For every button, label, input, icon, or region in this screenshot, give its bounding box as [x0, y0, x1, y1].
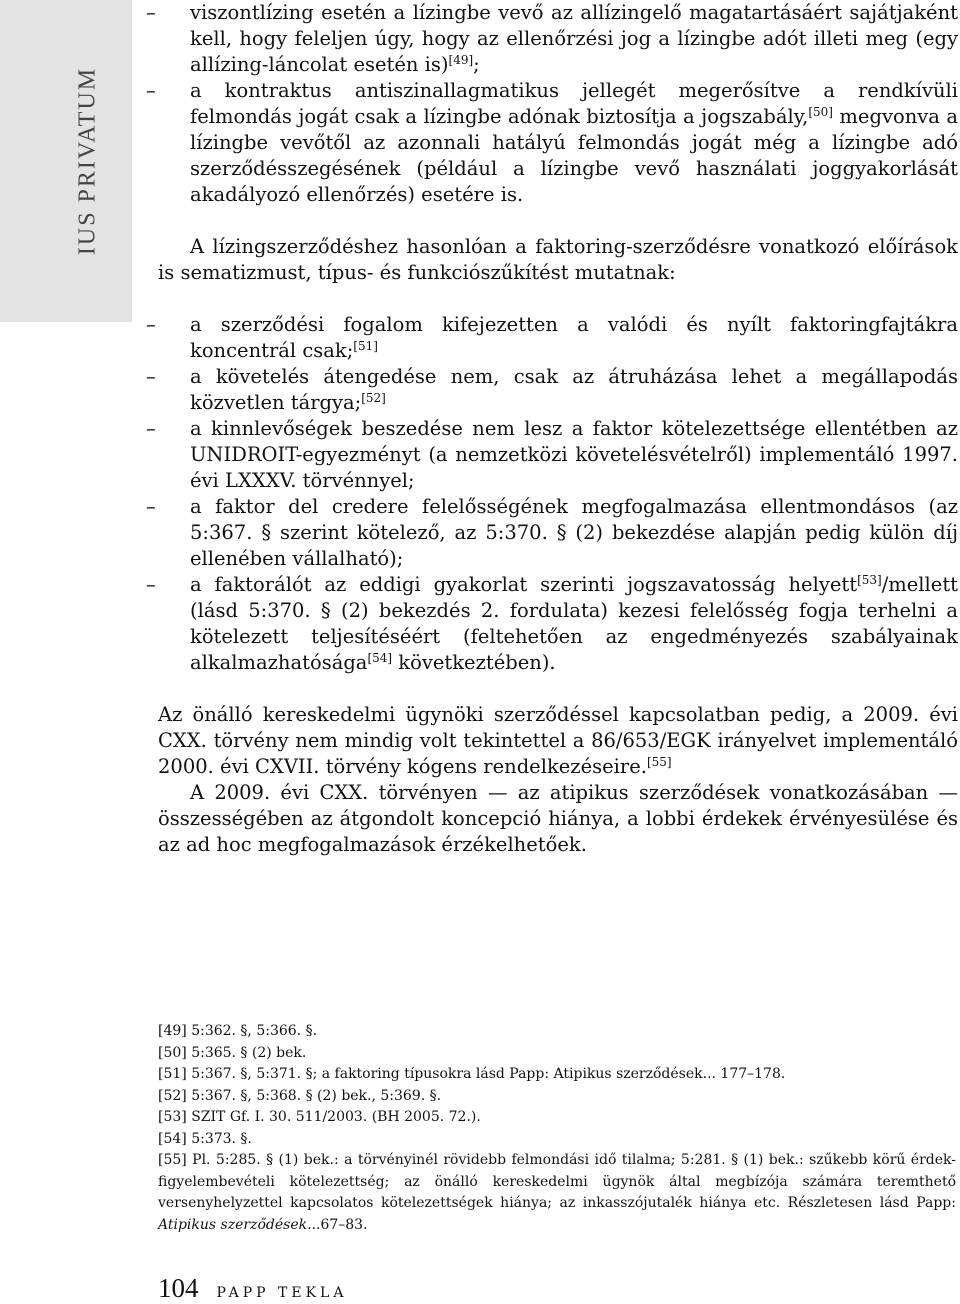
footnote-ref[interactable]: [55]: [646, 755, 672, 769]
footnote: [158, 1150, 956, 1236]
list-dash: –: [146, 79, 156, 102]
footnotes: [158, 1021, 956, 1236]
list-item-text: a faktor del credere felelősségének megfogalmazása ellentmondásos (az 5:367. § szerint kötelező, az 5:370. § (2) bekezdése alapján pedig külön díj ellenében vállalható);: [190, 495, 958, 570]
list-item-tail: megvonva a lízingbe vevőtől az azonnali hatályú felmondás jogát még a lízingbe adó szerződésszegésének (például a lízingbe vevő használati joggyakorlását akadályozó ellenőrzés) esetére is.: [190, 105, 958, 206]
list-item: [146, 494, 958, 572]
footnote: [54] 5:373. §.: [158, 1130, 252, 1147]
list-dash: –: [146, 1, 156, 24]
footnote: [49] 5:362. §, 5:366. §.: [158, 1023, 318, 1039]
page-footer: [158, 1273, 347, 1304]
journal-side-tab: [0, 0, 132, 322]
paragraph-text: Az önálló kereskedelmi ügynöki szerződéssel kapcsolatban pedig, a 2009. évi CXX. törvény nem mindig volt tekintettel a 86/653/EGK irányelvet implementáló 2000. évi CXVII. törvény kógens rendelkezéseire.: [158, 703, 958, 778]
list-item-text: a faktorálót az eddigi gyakorlat szerinti jogszavatosság helyett: [190, 573, 858, 596]
main-text: [146, 0, 958, 858]
list-item-text: a szerződési fogalom kifejezetten a valódi és nyílt faktoringfajtákra koncentrál csak;: [190, 313, 958, 362]
list-item: [146, 364, 958, 416]
list-item-tail: következtében).: [392, 651, 556, 674]
footnote-text: [55] Pl. 5:285. § (1) bek.: a törvényinél rövidebb felmondási idő tilalma; 5:281. § (1) bek.: szűkebb körű érdek-figyelembevételi kötelezettség; az önálló kereskedelmi ügynök által megbízója számára teremthető versenyhelyzettel kapcsolatos kötelezettségek hiánya; az inkasszójutalék hiánya etc. Részletesen lásd Papp:: [158, 1152, 956, 1211]
list-dash: –: [146, 417, 156, 440]
list-dash: –: [146, 495, 156, 518]
footnote-ref[interactable]: [54]: [367, 651, 393, 665]
paragraph: [158, 702, 958, 780]
footnote: [51] 5:367. §, 5:371. §; a faktoring típusokra lásd Papp: Atipikus szerződések... 177–178.: [158, 1066, 786, 1082]
list-dash: –: [146, 313, 156, 336]
list-item-tail: /mellett (lásd 5:370. § (2) bekezdés 2. fordulata) kezesi felelősség fogja terhelni a kötelezett teljesítéséért (feltehetően az engedményezés szabályainak alkalmazhatósága: [190, 573, 958, 674]
footnote: [50] 5:365. § (2) bek.: [158, 1044, 307, 1061]
list-item: [146, 0, 958, 78]
page-number: 104: [158, 1273, 199, 1303]
list-item-text: a kinnlevőségek beszedése nem lesz a faktor kötelezettsége ellentétben az UNIDROIT-egyezményt (a nemzetközi követelésvételről) implementáló 1997. évi LXXXV. törvénnyel;: [190, 417, 958, 492]
list-item: [146, 78, 958, 208]
factoring-list: [146, 312, 958, 676]
leasing-list: [146, 0, 958, 208]
list-item: [146, 572, 958, 676]
footnote-ref[interactable]: [51]: [353, 339, 378, 353]
footnote: [52] 5:367. §, 5:368. § (2) bek., 5:369. §.: [158, 1087, 442, 1104]
list-dash: –: [146, 573, 156, 596]
paragraph: A 2009. évi CXX. törvényen — az atipikus szerződések vonatkozásában — összességében az átgondolt koncepció hiánya, a lobbi érdekek érvényesülése és az ad hoc megfogalmazások érzékelhetőek.: [158, 781, 958, 856]
footnote: [53] SZIT Gf. I. 30. 511/2003. (BH 2005. 72.).: [158, 1109, 481, 1125]
footnote-ref[interactable]: [53]: [857, 573, 882, 587]
list-dash: –: [146, 365, 156, 388]
journal-name: IUS PRIVATUM: [74, 66, 101, 256]
footnote-book-title: Atipikus szerződések: [158, 1216, 308, 1233]
list-item-text: a kontraktus antiszinallagmatikus jellegét megerősítve a rendkívüli felmondás jogát csak a lízingbe adónak biztosítja a jogszabály,: [190, 79, 958, 128]
list-item-text: viszontlízing esetén a lízingbe vevő az allízingelő magatartásáért sajátjaként kell, hogy feleljen úgy, hogy az ellenőrzési jog a lízingbe adót illeti meg (egy allízing-láncolat esetén is): [190, 1, 958, 76]
author-name: PAPP TEKLA: [216, 1285, 348, 1301]
list-item-tail: ;: [473, 53, 480, 76]
paragraph: A lízingszerződéshez hasonlóan a faktoring-szerződésre vonatkozó előírások is sematizmust, típus- és funkciószűkítést mutatnak:: [158, 235, 958, 284]
list-item: [146, 416, 958, 494]
list-item: [146, 312, 958, 364]
footnote-ref[interactable]: [52]: [361, 391, 386, 405]
list-item-text: a követelés átengedése nem, csak az átruházása lehet a megállapodás közvetlen tárgya;: [190, 365, 958, 414]
footnote-pages: ...67–83.: [307, 1216, 368, 1233]
footnote-ref[interactable]: [50]: [808, 105, 833, 119]
footnote-ref[interactable]: [49]: [448, 53, 474, 67]
